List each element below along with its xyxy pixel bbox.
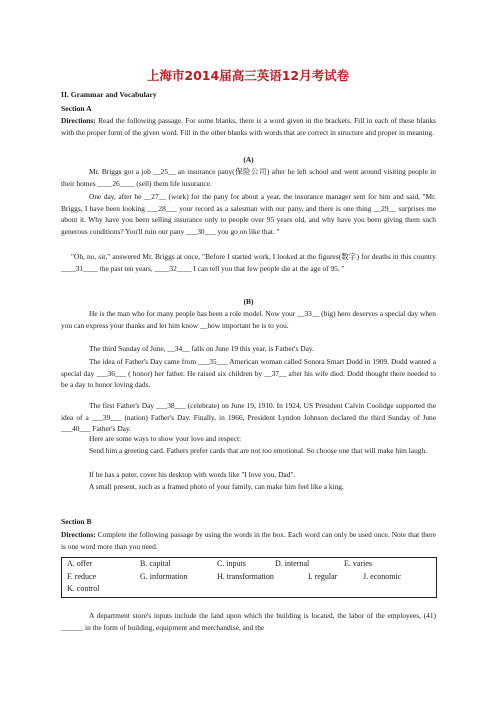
section-heading: II. Grammar and Vocabulary (61, 90, 157, 99)
passage-b-label: (B) (243, 297, 254, 306)
word-option: K. control (67, 584, 100, 593)
passage-b-paragraph-4: The first Father's Day ___38___ (celebrate) on June 19, 1910. In 1924, US President Calvin Coolidge supported the idea of a ___39___ (nation) Father's Day. Finally, in 1966, President Lyndon Johnson declared the third Sunday of June ___40___ Father's Day. (61, 401, 436, 434)
section-b-directions (61, 529, 436, 552)
section-a-label: Section A (61, 104, 92, 113)
passage-a-paragraph-2: One day, after he __27__ (work) for the pany for about a year, the insurance manager sent for him and said, "Mr. Briggs, I have been looking ___28___ your record as a salesman with our pany, and there is one thing __29__ surprises me about it. Why have you been selling insurance only to people over 95 years old, and why have you been giving them such generous conditions? You'll ruin our pany ___30___ you go on like that. " (61, 192, 436, 236)
passage-b-paragraph-6: Send him a greeting card. Fathers prefer cards that are not too emotional. So choose one that will make him laugh. (89, 446, 428, 455)
passage-a-paragraph-1: Mr. Briggs got a job __25__ an insurance pany(保险公司) after he left school and went around visiting people in their homes ____26____ (sell) them life insurance. (61, 167, 436, 188)
word-option: E. varies (344, 559, 372, 568)
word-box (61, 557, 437, 598)
section-a-directions (61, 115, 436, 138)
word-option: B. capital (140, 559, 171, 568)
word-option: A. offer (67, 559, 93, 568)
passage-b-paragraph-3: The idea of Father's Day came from ___35___ American woman called Sonora Smart Dodd in 1909. Dodd wanted a special day ___36___ ( honor) her father. He raised six children by __37__ after his wife died. Dodd thought there needed to be a day to honor loving dads. (61, 357, 436, 390)
section-b-passage: A department store's inputs include the land upon which the building is located, the labor of the employees, (41) ______ in the form of building, equipment and merchandise, and the (61, 611, 436, 632)
word-option: G. information (140, 572, 188, 581)
passage-b-paragraph-7: If he has a puter, cover his desktop with words like "I love you, Dad". (89, 470, 296, 479)
word-option: F. reduce (67, 572, 97, 581)
word-option: D. internal (275, 559, 310, 568)
word-option: H. transformation (217, 572, 274, 581)
section-b-label: Section B (61, 517, 92, 526)
passage-b-paragraph-1: He is the man who for many people has been a role model. Now your __33__ (big) hero deserves a special day when you can express your thanks and let him know __how important he is to you. (61, 309, 436, 330)
passage-a-label: (A) (243, 155, 254, 164)
passage-b-paragraph-2: The third Sunday of June, __34__ falls on June 19 this year, is Father's Day. (89, 344, 314, 353)
directions-lead: Directions: (61, 530, 96, 539)
directions-text: Read the following passage. For some blanks, there is a word given in the brackets. Fill in each of these blanks with the proper form of the given word. Fill in the other blanks with words that are correct in structure and proper in meaning. (61, 116, 436, 137)
passage-b-paragraph-5: Here are some ways to show your love and respect: (89, 434, 242, 443)
passage-a-paragraph-3: "Oh, no, sir," answered Mr. Briggs at once, "Before I started work, I looked at the figures(数字) for deaths in this country ____31____ the past ten years, ____32____ I can tell you that few people die at the age of 95. " (61, 252, 436, 273)
directions-text: Complete the following passage by using the words in the box. Each word can only be used once. Note that there is one word more than you need. (61, 530, 436, 551)
passage-b-paragraph-8: A small present, such as a framed photo of your family, can make him feel like a king. (89, 482, 344, 491)
page-title: 上海市2014届高三英语12月考试卷 (146, 68, 350, 83)
directions-lead: Directions: (61, 116, 96, 125)
word-option: J. economic (363, 572, 402, 581)
word-option: I. regular (308, 572, 338, 581)
word-option: C. inputs (217, 559, 246, 568)
